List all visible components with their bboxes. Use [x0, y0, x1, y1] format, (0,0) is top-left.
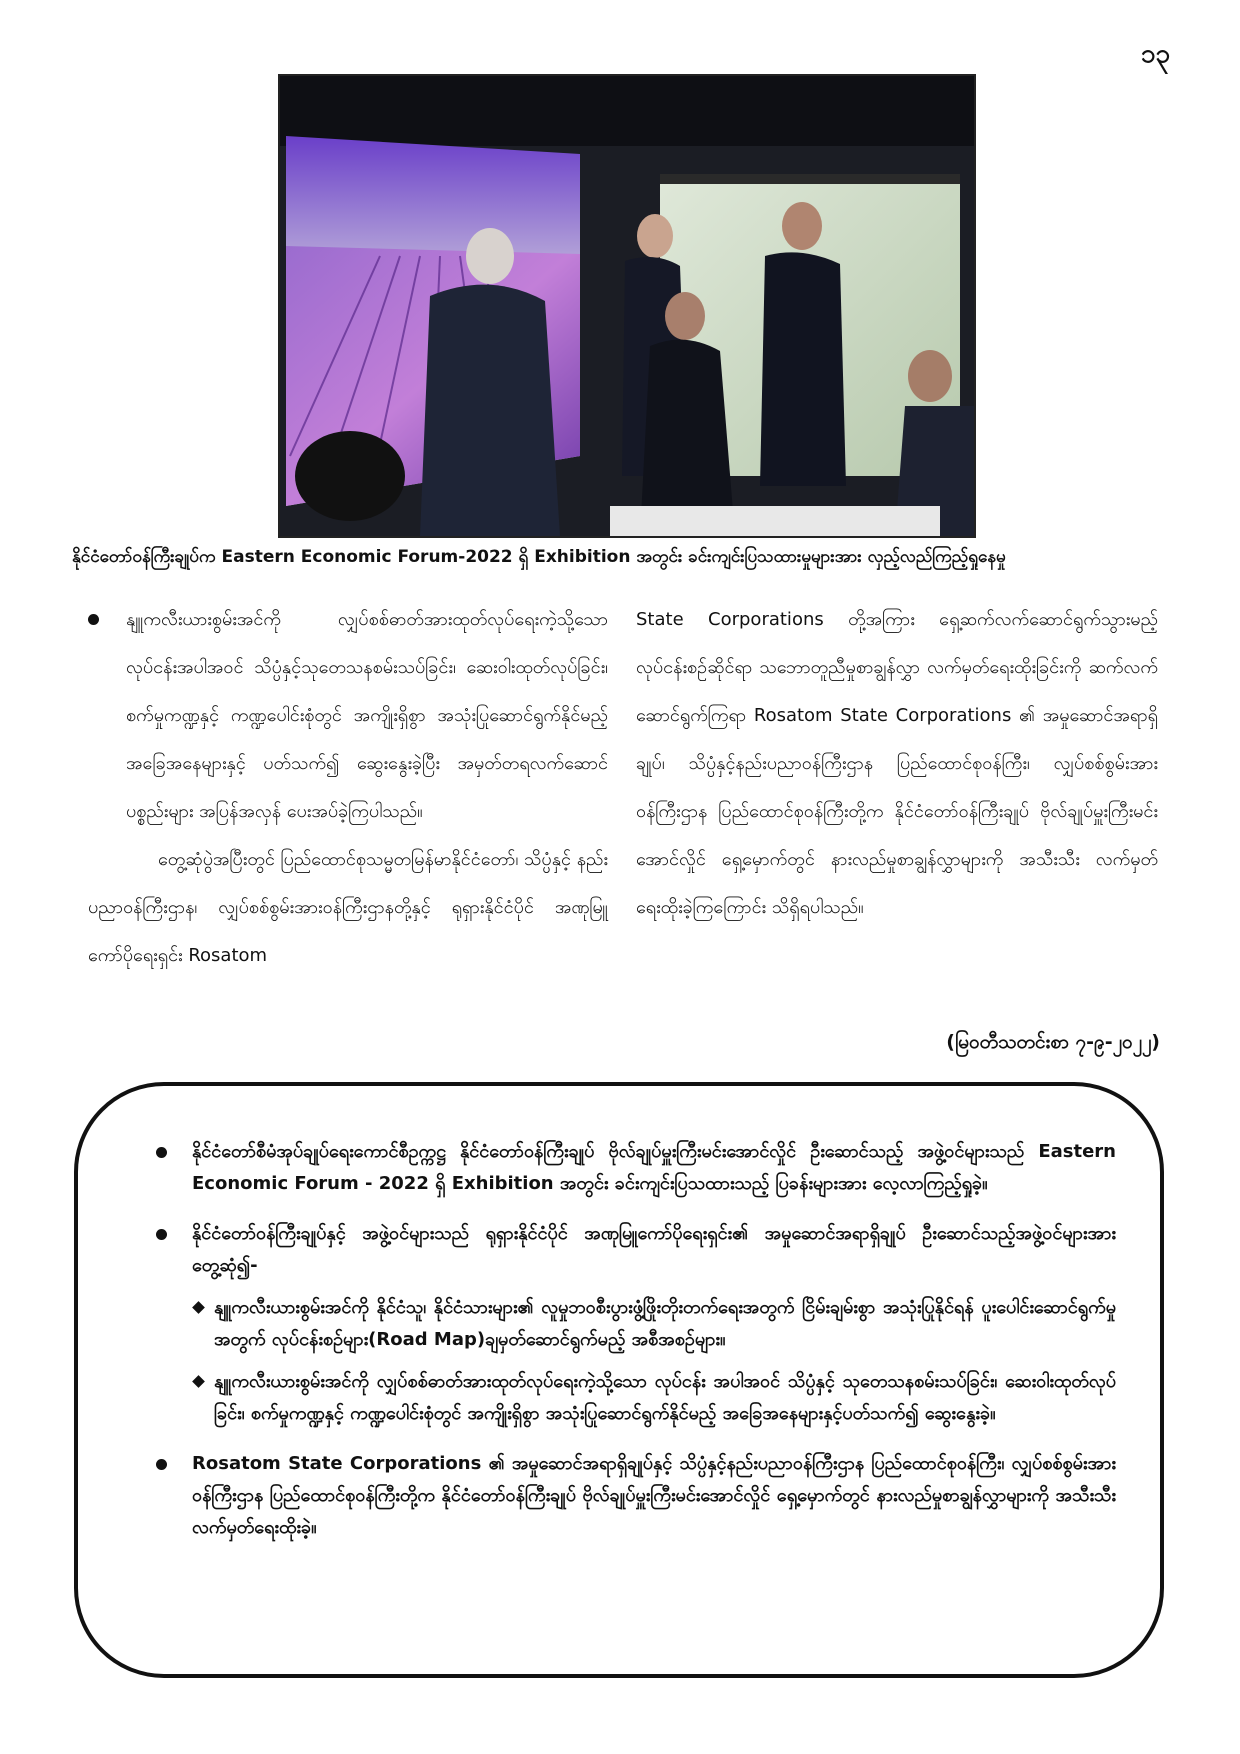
summary-item-text: Rosatom State Corporations ၏ အမှုဆောင်အရာရှိချုပ်နှင့် သိပ္ပံနှင့်နည်းပညာဝန်ကြီးဌာန ပြည်ထောင်စုဝန်ကြီး၊ လျှပ်စစ်စွမ်းအားဝန်ကြီးဌာန ပြည်ထောင်စုဝန်ကြီးတို့က နိုင်ငံတော်ဝန်ကြီးချုပ် ဗိုလ်ချုပ်မှူးကြီးမင်းအောင်လှိုင် ရှေ့မှောက်တွင် နားလည်မှုစာချွန်လွှာများကို အသီးသီးလက်မှတ်ရေးထိုးခဲ့။	[192, 1453, 1116, 1538]
summary-list	[156, 1136, 1116, 1562]
bullet-dot-icon	[156, 1459, 167, 1470]
article-right-paragraph: State Corporations တို့အကြား ရှေ့ဆက်လက်ဆောင်ရွက်သွားမည့် လုပ်ငန်းစဉ်ဆိုင်ရာ သဘောတူညီမှုစာချွန်လွှာ လက်မှတ်ရေးထိုးခြင်းကို ဆက်လက်ဆောင်ရွက်ကြရာ Rosatom State Corporations ၏ အမှုဆောင်အရာရှိချုပ်၊ သိပ္ပံနှင့်နည်းပညာဝန်ကြီးဌာန ပြည်ထောင်စုဝန်ကြီး၊ လျှပ်စစ်စွမ်းအားဝန်ကြီးဌာန ပြည်ထောင်စုဝန်ကြီးတို့က နိုင်ငံတော်ဝန်ကြီးချုပ် ဗိုလ်ချုပ်မှူးကြီးမင်းအောင်လှိုင် ရှေ့မှောက်တွင် နားလည်မှုစာချွန်လွှာများကို အသီးသီး လက်မှတ်ရေးထိုးခဲ့ကြကြောင်း သိရှိရပါသည်။	[636, 609, 1158, 918]
summary-box	[74, 1082, 1164, 1678]
article-source: (မြဝတီသတင်းစာ ၇-၉-၂၀၂၂)	[946, 1031, 1160, 1053]
summary-item	[156, 1218, 1116, 1430]
diamond-bullet-icon	[192, 1301, 205, 1314]
summary-item	[156, 1448, 1116, 1544]
article-bullet-text: နျူကလီးယားစွမ်းအင်ကို လျှပ်စစ်ဓာတ်အားထုတ်လုပ်ရေးကဲ့သို့သော လုပ်ငန်းအပါအဝင် သိပ္ပံနှင့်သုတေသနစမ်းသပ်ခြင်း၊ ဆေးဝါးထုတ်လုပ်ခြင်း၊ စက်မှုကဏ္ဍနှင့် ကဏ္ဍပေါင်းစုံတွင် အကျိုးရှိစွာ အသုံးပြုဆောင်ရွက်နိုင်မည့်အခြေအနေများနှင့် ပတ်သက်၍ ဆွေးနွေးခဲ့ပြီး အမှတ်တရလက်ဆောင်ပစ္စည်းများ အပြန်အလှန် ပေးအပ်ခဲ့ကြပါသည်။	[126, 609, 608, 822]
bullet-dot-icon	[88, 614, 99, 625]
summary-subitem	[192, 1292, 1116, 1356]
summary-item-text: နိုင်ငံတော်စီမံအုပ်ချုပ်ရေးကောင်စီဥက္ကဋ္ဌ နိုင်ငံတော်ဝန်ကြီးချုပ် ဗိုလ်ချုပ်မှူးကြီးမင်းအောင်လှိုင် ဦးဆောင်သည့် အဖွဲ့ဝင်များသည် Eastern Economic Forum - 2022 ရှိ Exhibition အတွင်း ခင်းကျင်းပြသထားသည့် ပြခန်းများအား လေ့လာကြည့်ရှုခဲ့။	[192, 1141, 1116, 1194]
bullet-dot-icon	[156, 1229, 167, 1240]
article-left-paragraph: တွေ့ဆုံပွဲအပြီးတွင် ပြည်ထောင်စုသမ္မတမြန်မာနိုင်ငံတော်၊ သိပ္ပံနှင့် နည်းပညာဝန်ကြီးဌာန၊ လျှပ်စစ်စွမ်းအားဝန်ကြီးဌာနတို့နှင့် ရုရှားနိုင်ငံပိုင် အဏုမြူကော်ပိုရေးရှင်း Rosatom	[88, 849, 608, 966]
article-left-column	[88, 596, 608, 980]
bullet-dot-icon	[156, 1147, 167, 1158]
article-bullet-paragraph	[88, 596, 608, 836]
summary-item-text: နိုင်ငံတော်ဝန်ကြီးချုပ်နှင့် အဖွဲ့ဝင်များသည် ရုရှားနိုင်ငံပိုင် အဏုမြူကော်ပိုရေးရှင်း၏ အမှုဆောင်အရာရှိချုပ် ဦးဆောင်သည့်အဖွဲ့ဝင်များအား တွေ့ဆုံ၍-	[192, 1223, 1116, 1276]
photo-caption: နိုင်ငံတော်ဝန်ကြီးချုပ်က Eastern Economic Forum-2022 ရှိ Exhibition အတွင်း ခင်းကျင်းပြသထားမှုများအား လှည့်လည်ကြည့်ရှုနေမှု	[72, 547, 1006, 567]
summary-subitem-text: နျူကလီးယားစွမ်းအင်ကို နိုင်ငံသူ၊ နိုင်ငံသားများ၏ လူမှုဘဝစီးပွားဖွံ့ဖြိုးတိုးတက်ရေးအတွက် ငြိမ်းချမ်းစွာ အသုံးပြုနိုင်ရန် ပူးပေါင်းဆောင်ရွက်မှုအတွက် လုပ်ငန်းစဉ်များ(Road Map)ချမှတ်ဆောင်ရွက်မည့် အစီအစဉ်များ။	[214, 1297, 1116, 1350]
summary-subitem-text: နျူကလီးယားစွမ်းအင်ကို လျှပ်စစ်ဓာတ်အားထုတ်လုပ်ရေးကဲ့သို့သော လုပ်ငန်း အပါအဝင် သိပ္ပံနှင့် သုတေသနစမ်းသပ်ခြင်း၊ ဆေးဝါးထုတ်လုပ်ခြင်း၊ စက်မှုကဏ္ဍနှင့် ကဏ္ဍပေါင်းစုံတွင် အကျိုးရှိစွာ အသုံးပြုဆောင်ရွက်နိုင်မည့် အခြေအနေများနှင့်ပတ်သက်၍ ဆွေးနွေးခဲ့။	[214, 1371, 1116, 1424]
summary-item	[156, 1136, 1116, 1200]
summary-subitem	[192, 1366, 1116, 1430]
page-number: ၁၃	[1140, 39, 1170, 69]
diamond-bullet-icon	[192, 1375, 205, 1388]
exhibition-photo	[278, 74, 976, 538]
article-right-column	[636, 596, 1158, 932]
